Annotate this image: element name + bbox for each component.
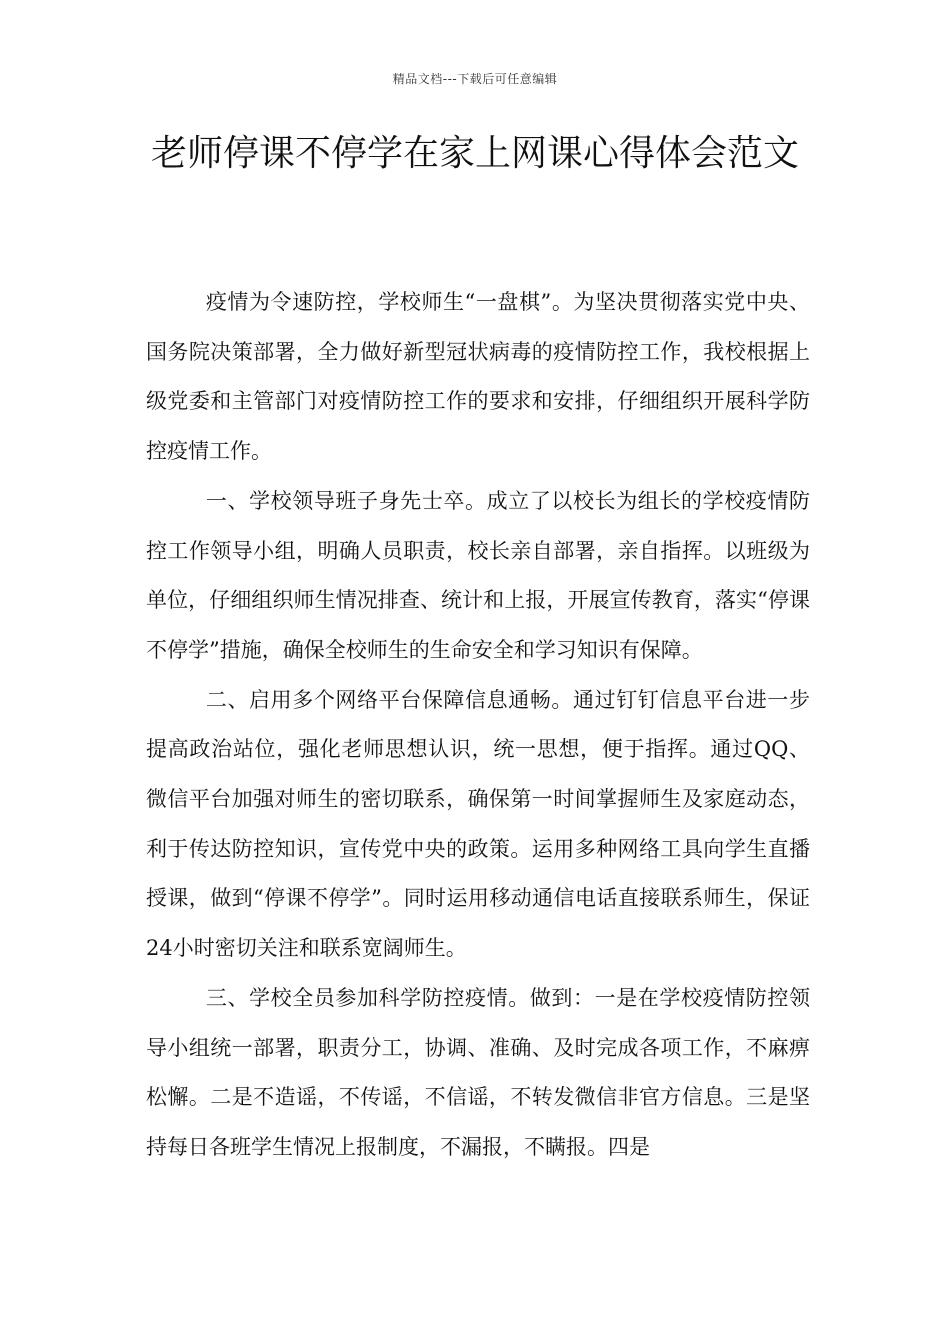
document-body (146, 278, 810, 1173)
paragraph-section-2: 二、启用多个网络平台保障信息通畅。通过钉钉信息平台进一步提高政治站位，强化老师思想认识，统一思想，便于指挥。通过QQ、微信平台加强对师生的密切联系，确保第一时间掌握师生及家庭动态，利于传达防控知识，宣传党中央的政策。运用多种网络工具向学生直播授课，做到“停课不停学”。同时运用移动通信电话直接联系师生，保证24小时密切关注和联系宽阔师生。 (146, 687, 810, 961)
document-title: 老师停课不停学在家上网课心得体会范文 (150, 133, 799, 174)
paragraph-section-3: 三、学校全员参加科学防控疫情。做到：一是在学校疫情防控领导小组统一部署，职责分工，协调、准确、及时完成各项工作，不麻痹松懈。二是不造谣，不传谣，不信谣，不转发微信非官方信息。三是坚持每日各班学生情况上报制度，不漏报，不瞒报。四是 (146, 985, 810, 1159)
header-note: 精品文档---下载后可任意编辑 (392, 72, 558, 86)
paragraph-section-1: 一、学校领导班子身先士卒。成立了以校长为组长的学校疫情防控工作领导小组，明确人员职责，校长亲自部署，亲自指挥。以班级为单位，仔细组织师生情况排查、统计和上报，开展宣传教育，落实“停课不停学”措施，确保全校师生的生命安全和学习知识有保障。 (146, 488, 810, 662)
paragraph-intro: 疫情为令速防控，学校师生“一盘棋”。为坚决贯彻落实党中央、国务院决策部署，全力做好新型冠状病毒的疫情防控工作，我校根据上级党委和主管部门对疫情防控工作的要求和安排，仔细组织开展科学防控疫情工作。 (146, 290, 810, 464)
